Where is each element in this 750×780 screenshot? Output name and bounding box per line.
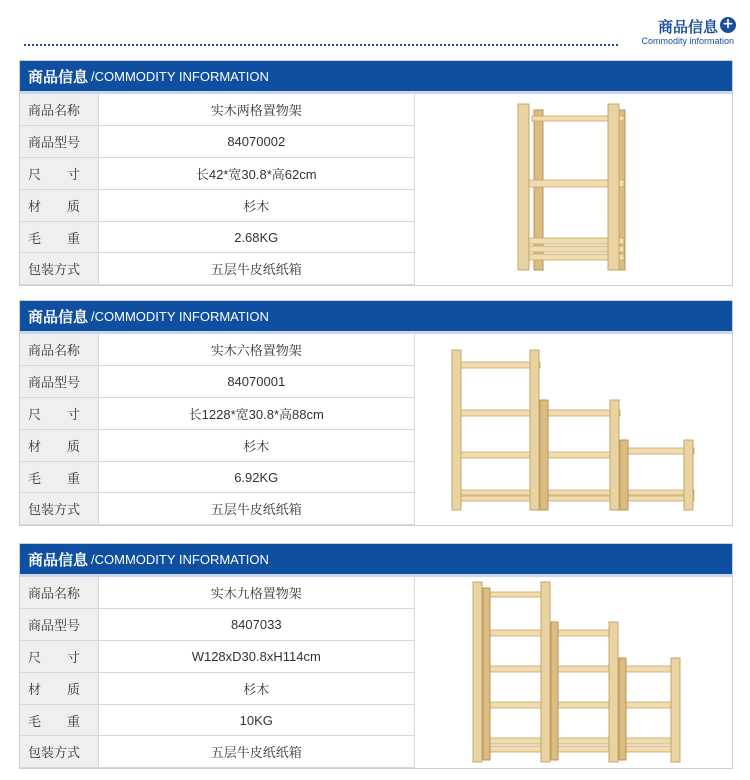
- row-label: 毛 重: [20, 704, 98, 736]
- shelf-9-grid-illustration: [459, 578, 689, 768]
- row-label: 商品型号: [20, 126, 98, 158]
- section-title-cn: 商品信息: [28, 67, 89, 86]
- row-label: 尺 寸: [20, 158, 98, 190]
- product-section-2: [19, 300, 733, 526]
- row-label: 尺 寸: [20, 398, 98, 430]
- section-title-cn: 商品信息: [28, 550, 89, 569]
- section-header-bar: [20, 544, 732, 577]
- table-row: [20, 609, 414, 641]
- table-row: [20, 672, 414, 704]
- table-row: [20, 94, 414, 126]
- product-image: [414, 577, 732, 768]
- row-value: 杉木: [98, 429, 414, 461]
- product-section-3: [19, 543, 733, 769]
- row-label: 包装方式: [20, 493, 98, 525]
- section-header-bar: [20, 61, 732, 94]
- row-label: 毛 重: [20, 461, 98, 493]
- table-row: [20, 577, 414, 609]
- row-label: 包装方式: [20, 253, 98, 285]
- row-value: 2.68KG: [98, 221, 414, 253]
- table-row: [20, 253, 414, 285]
- table-row: [20, 334, 414, 366]
- section-title-en: /COMMODITY INFORMATION: [91, 308, 269, 324]
- table-row: [20, 641, 414, 673]
- spec-table: [20, 94, 414, 285]
- row-value: 84070001: [98, 366, 414, 398]
- section-header-bar: [20, 301, 732, 334]
- row-value: 6.92KG: [98, 461, 414, 493]
- row-label: 商品名称: [20, 94, 98, 126]
- section-title-en: /COMMODITY INFORMATION: [91, 68, 269, 84]
- page-subtitle: Commodity information: [641, 36, 734, 46]
- section-title-en: /COMMODITY INFORMATION: [91, 551, 269, 567]
- page-title: 商品信息: [657, 18, 718, 36]
- section-title-cn: 商品信息: [28, 307, 89, 326]
- product-image: [414, 334, 732, 525]
- row-label: 材 质: [20, 429, 98, 461]
- row-label: 包装方式: [20, 736, 98, 768]
- row-label: 商品名称: [20, 334, 98, 366]
- row-label: 商品名称: [20, 577, 98, 609]
- row-label: 商品型号: [20, 366, 98, 398]
- row-label: 材 质: [20, 189, 98, 221]
- table-row: [20, 493, 414, 525]
- row-value: 实木九格置物架: [98, 577, 414, 609]
- row-label: 尺 寸: [20, 641, 98, 673]
- row-value: W128xD30.8xH114cm: [98, 641, 414, 673]
- row-label: 材 质: [20, 672, 98, 704]
- table-row: [20, 461, 414, 493]
- row-value: 10KG: [98, 704, 414, 736]
- table-row: [20, 189, 414, 221]
- table-row: [20, 736, 414, 768]
- product-image: [414, 94, 732, 285]
- row-value: 长1228*宽30.8*高88cm: [98, 398, 414, 430]
- row-value: 五层牛皮纸纸箱: [98, 736, 414, 768]
- table-row: [20, 221, 414, 253]
- product-section-1: [19, 60, 733, 286]
- table-row: [20, 398, 414, 430]
- row-value: 五层牛皮纸纸箱: [98, 493, 414, 525]
- dotted-divider: [24, 44, 618, 46]
- table-row: [20, 429, 414, 461]
- row-label: 商品型号: [20, 609, 98, 641]
- row-value: 84070002: [98, 126, 414, 158]
- spec-table: [20, 577, 414, 768]
- plus-circle-icon: +: [720, 17, 736, 33]
- table-row: [20, 366, 414, 398]
- row-value: 8407033: [98, 609, 414, 641]
- row-value: 五层牛皮纸纸箱: [98, 253, 414, 285]
- row-value: 实木六格置物架: [98, 334, 414, 366]
- table-row: [20, 158, 414, 190]
- shelf-6-grid-illustration: [444, 340, 704, 520]
- row-label: 毛 重: [20, 221, 98, 253]
- table-row: [20, 126, 414, 158]
- row-value: 实木两格置物架: [98, 94, 414, 126]
- page-header: [24, 0, 736, 52]
- row-value: 长42*宽30.8*高62cm: [98, 158, 414, 190]
- row-value: 杉木: [98, 189, 414, 221]
- spec-table: [20, 334, 414, 525]
- row-value: 杉木: [98, 672, 414, 704]
- table-row: [20, 704, 414, 736]
- shelf-2-tier-illustration: [504, 100, 644, 280]
